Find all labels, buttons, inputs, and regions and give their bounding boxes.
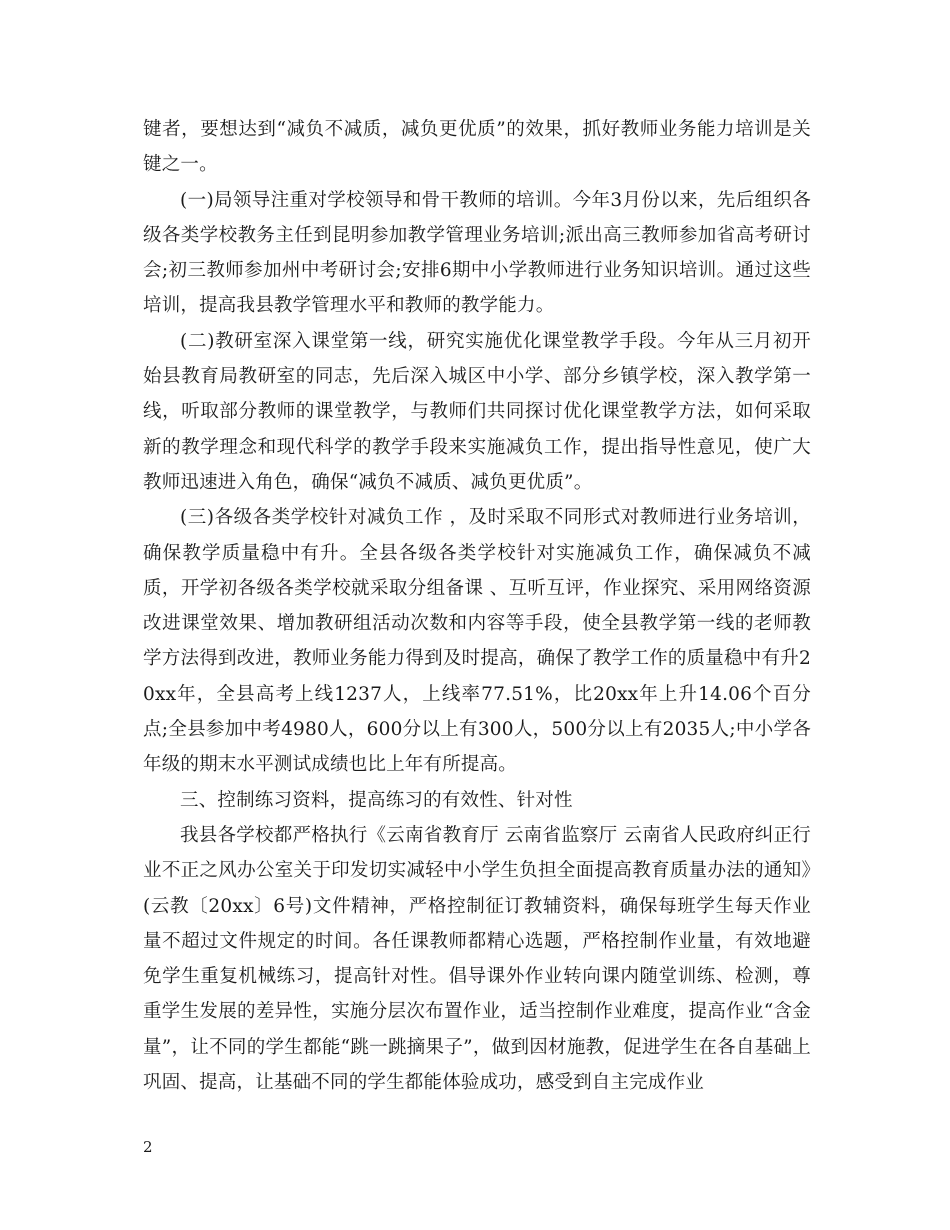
paragraph-section-1: (一)局领导注重对学校领导和骨干教师的培训。今年3月份以来，先后组织各级各类学校教务主任到昆明参加教学管理业务培训;派出高三教师参加省高考研讨会;初三教师参加州中考研讨会;安排6期中小学教师进行业务知识培训。通过这些培训，提高我县教学管理水平和教师的教学能力。	[143, 189, 811, 317]
page-number: 2	[143, 1138, 153, 1156]
section-heading-3: 三、控制练习资料，提高练习的有效性、针对性	[180, 789, 573, 811]
body-text	[143, 112, 811, 1100]
paragraph-section-2: (二)教研室深入课堂第一线，研究实施优化课堂教学手段。今年从三月初开始县教育局教研室的同志，先后深入城区中小学、部分乡镇学校，深入教学第一线，听取部分教师的课堂教学，与教师们共同探讨优化课堂教学方法，如何采取新的教学理念和现代科学的教学手段来实施减负工作，提出指导性意见，使广大教师迅速进入角色，确保“减负不减质、减负更优质”。	[143, 330, 811, 493]
paragraph-section-4: 我县各学校都严格执行《云南省教育厅 云南省监察厅 云南省人民政府纠正行业不正之风办公室关于印发切实减轻中小学生负担全面提高教育质量办法的通知》(云教〔20xx〕6号)文件精神，严格控制征订教辅资料，确保每班学生每天作业量不超过文件规定的时间。各任课教师都精心选题，严格控制作业量，有效地避免学生重复机械练习，提高针对性。倡导课外作业转向课内随堂训练、检测，尊重学生发展的差异性，实施分层次布置作业，适当控制作业难度，提高作业“含金量”，让不同的学生都能“跳一跳摘果子”，做到因材施教，促进学生在各自基础上巩固、提高，让基础不同的学生都能体验成功，感受到自主完成作业	[143, 824, 811, 1094]
paragraph-section-3: (三)各级各类学校针对减负工作 ，及时采取不同形式对教师进行业务培训，确保教学质量稳中有升。全县各级各类学校针对实施减负工作，确保减负不减质，开学初各级各类学校就采取分组备课 、互听互评，作业探究、采用网络资源改进课堂效果、增加教研组活动次数和内容等手段，使全县教学第一线的老师教学方法得到改进，教师业务能力得到及时提高，确保了教学工作的质量稳中有升20xx年，全县高考上线1237人，上线率77.51%，比20xx年上升14.06个百分点;全县参加中考4980人，600分以上有300人，500分以上有2035人;中小学各年级的期末水平测试成绩也比上年有所提高。	[143, 507, 811, 776]
paragraph-continuation: 键者，要想达到“减负不减质，减负更优质”的效果，抓好教师业务能力培训是关键之一。	[143, 119, 811, 176]
